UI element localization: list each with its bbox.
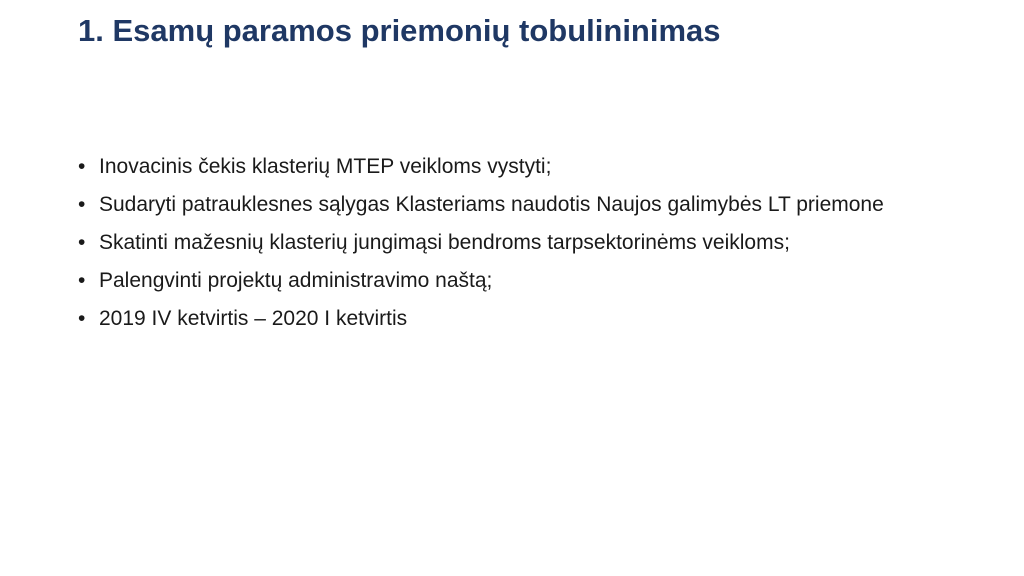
bullet-dot-icon: • [78,155,86,178]
bullet-dot-icon: • [78,269,86,292]
bullet-item-admin-burden [78,267,958,295]
bullet-text: Sudaryti patrauklesnes sąlygas Klasteriams naudotis Naujos galimybės LT priemone [99,193,884,216]
bullet-text: Inovacinis čekis klasterių MTEP veikloms vystyti; [99,155,552,178]
bullet-text: Palengvinti projektų administravimo naštą; [99,269,493,292]
bullet-dot-icon: • [78,307,86,330]
bullet-item-cluster-merging [78,229,958,257]
bullet-list [78,153,958,343]
bullet-dot-icon: • [78,231,86,254]
bullet-item-attractive-conditions [78,191,958,219]
bullet-text: 2019 IV ketvirtis – 2020 I ketvirtis [99,307,408,330]
bullet-dot-icon: • [78,193,86,216]
bullet-text: Skatinti mažesnių klasterių jungimąsi bendroms tarpsektorinėms veikloms; [99,231,790,254]
bullet-item-timeline [78,305,958,333]
slide-title: 1. Esamų paramos priemonių tobulininimas [78,13,721,48]
bullet-item-innovation-voucher [78,153,958,181]
